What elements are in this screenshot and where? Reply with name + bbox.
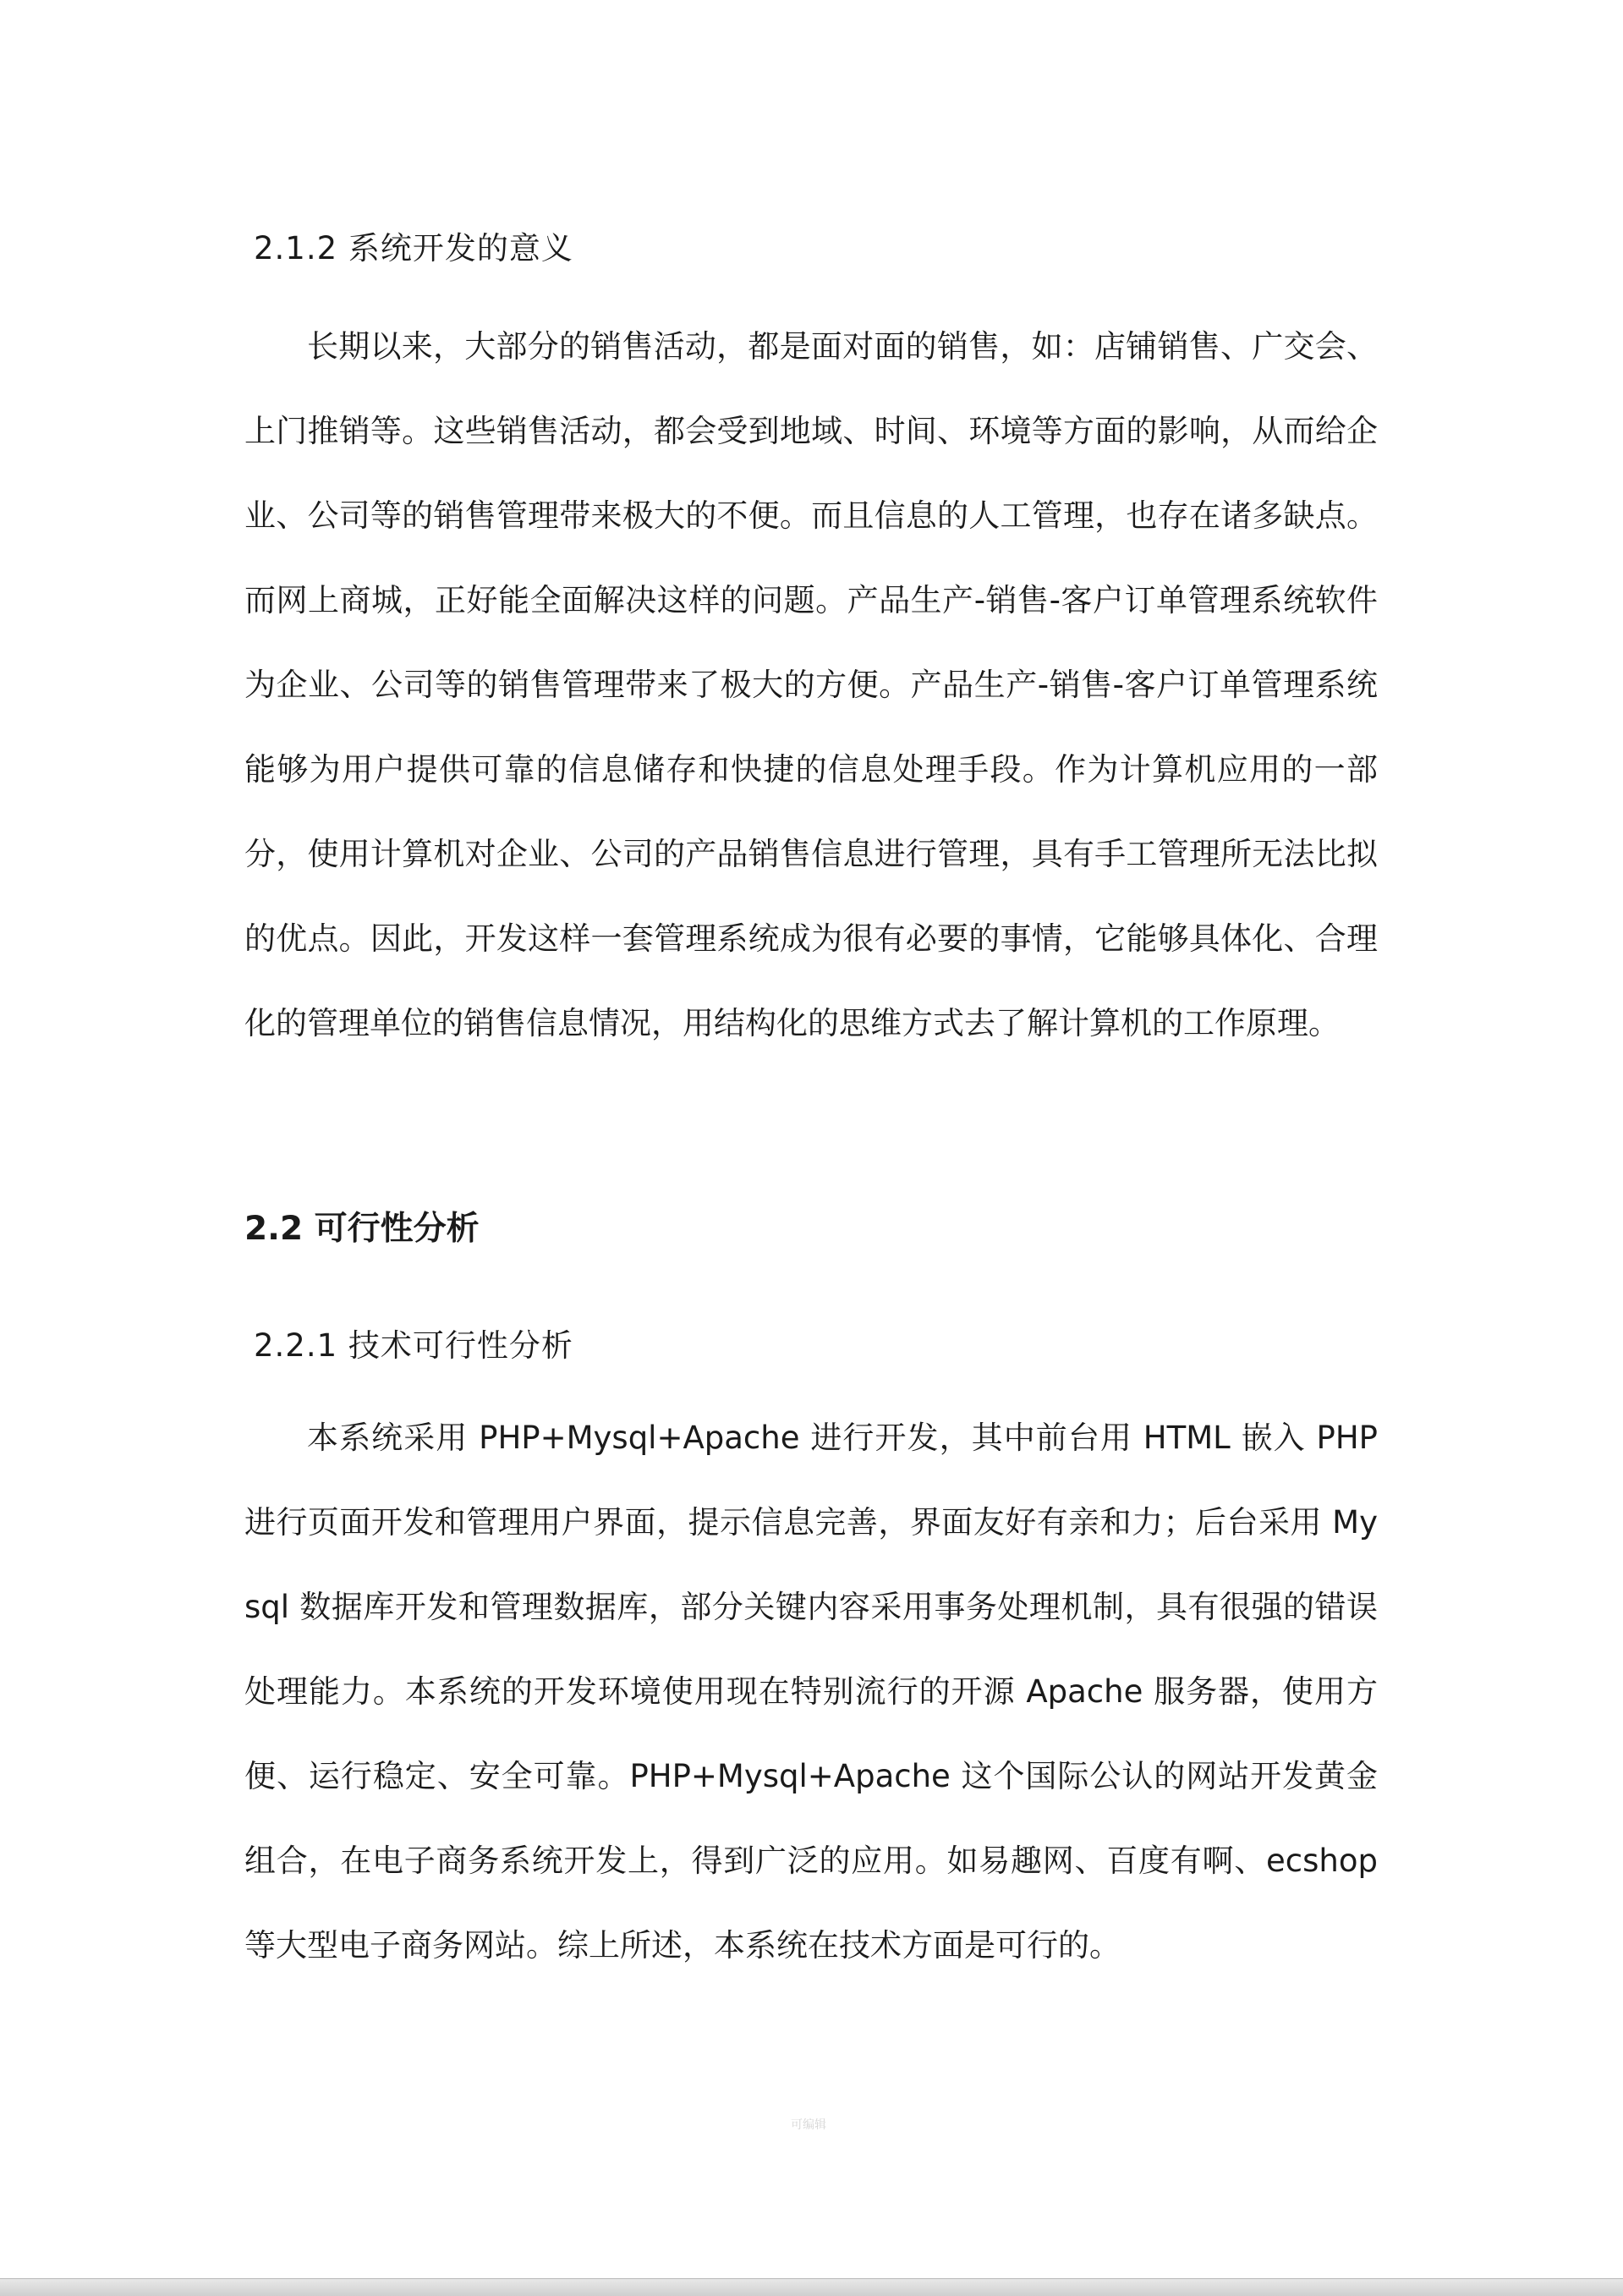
section-2-1-2-paragraph: 长期以来，大部分的销售活动，都是面对面的销售，如：店铺销售、广交会、上门推销等。这些销售活动，都会受到地域、时间、环境等方面的影响，从而给企业、公司等的销售管理带来极大的不便。而且信息的人工管理，也存在诸多缺点。而网上商城，正好能全面解决这样的问题。产品生产-销售-客户订单管理系统软件为企业、公司等的销售管理带来了极大的方便。产品生产-销售-客户订单管理系统能够为用户提供可靠的信息储存和快捷的信息处理手段。作为计算机应用的一部分，使用计算机对企业、公司的产品销售信息进行管理，具有手工管理所无法比拟的优点。因此，开发这样一套管理系统成为很有必要的事情，它能够具体化、合理化的管理单位的销售信息情况，用结构化的思维方式去了解计算机的工作原理。 xyxy=(244,328,1378,1041)
section-2-2-1-heading: 2.2.1 技术可行性分析 xyxy=(254,1327,573,1364)
section-2-1-2-heading: 2.1.2 系统开发的意义 xyxy=(254,230,573,266)
section-2-2-heading: 2.2 可行性分析 xyxy=(244,1210,480,1248)
footer-watermark: 可编辑 xyxy=(791,2118,826,2132)
page-bottom-edge xyxy=(0,2278,1623,2296)
section-2-2-1-paragraph: 本系统采用 PHP+Mysql+Apache 进行开发，其中前台用 HTML 嵌入 PHP 进行页面开发和管理用户界面，提示信息完善，界面友好有亲和力；后台采用 Mysql 数据库开发和管理数据库，部分关键内容采用事务处理机制，具有很强的错误处理能力。本系统的开发环境使用现在特别流行的开源 Apache 服务器，使用方便、运行稳定、安全可靠。PHP+Mysql+Apache 这个国际公认的网站开发黄金组合，在电子商务系统开发上，得到广泛的应用。如易趣网、百度有啊、ecshop 等大型电子商务网站。综上所述，本系统在技术方面是可行的。 xyxy=(244,1420,1378,1964)
